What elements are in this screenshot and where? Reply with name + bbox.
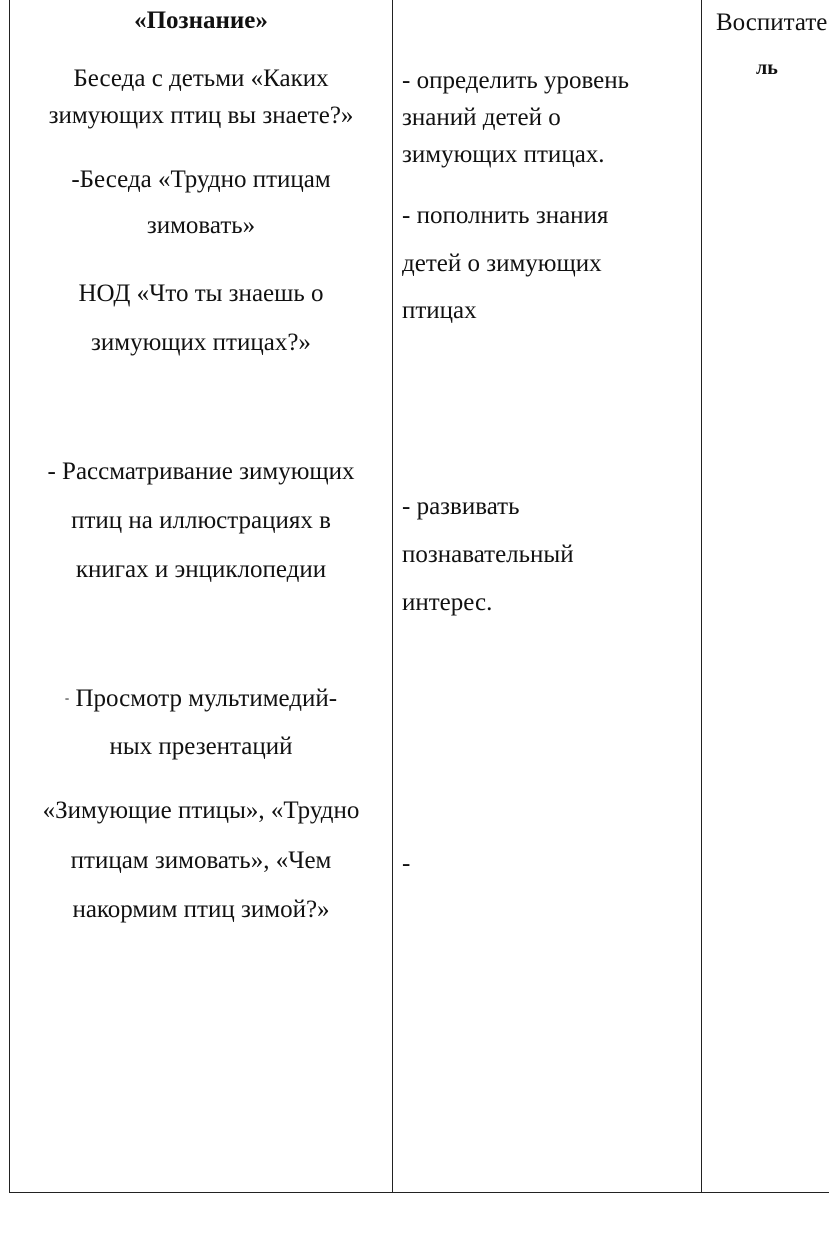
activity-line: ных презентаций	[109, 733, 293, 760]
goal-line: познавательный	[402, 541, 574, 568]
goal-line: птицах	[402, 297, 477, 324]
activity-line: -Беседа «Трудно птицам	[71, 166, 331, 193]
activity-line: «Зимующие птицы», «Трудно	[42, 797, 360, 824]
activity-line: накормим птиц зимой?»	[72, 896, 330, 923]
activity-line: птиц на иллюстрациях в	[71, 507, 331, 534]
activity-line: зимующих птицах?»	[91, 329, 311, 356]
goal-line: - пополнить знания	[402, 202, 609, 229]
activity-line: зимовать»	[146, 212, 256, 239]
list-dash: -	[64, 690, 70, 705]
goal-line: - определить уровень	[402, 67, 630, 94]
column-divider	[392, 0, 393, 1193]
goal-line: знаний детей о	[402, 104, 561, 131]
activity-line: Беседа с детьми «Каких	[73, 65, 329, 92]
responsible-line: ль	[756, 57, 778, 79]
goal-line: интерес.	[402, 589, 493, 616]
goal-line: - развивать	[402, 493, 520, 520]
activity-line: - Рассматривание зимующих	[47, 458, 355, 485]
activity-line: книгах и энциклопедии	[75, 556, 327, 583]
activity-text: Просмотр мультимедий-	[75, 685, 338, 712]
activity-line	[10, 686, 392, 711]
section-heading: «Познание»	[134, 7, 268, 34]
goal-line: -	[402, 850, 411, 877]
goal-line: зимующих птицах.	[402, 141, 605, 168]
column-divider	[701, 0, 702, 1193]
responsible-line: Воспитате	[716, 9, 828, 36]
activity-line: НОД «Что ты знаешь о	[78, 280, 324, 307]
activity-line: зимующих птиц вы знаете?»	[48, 102, 354, 129]
goal-line: детей о зимующих	[402, 250, 602, 277]
activity-line: птицам зимовать», «Чем	[70, 847, 332, 874]
